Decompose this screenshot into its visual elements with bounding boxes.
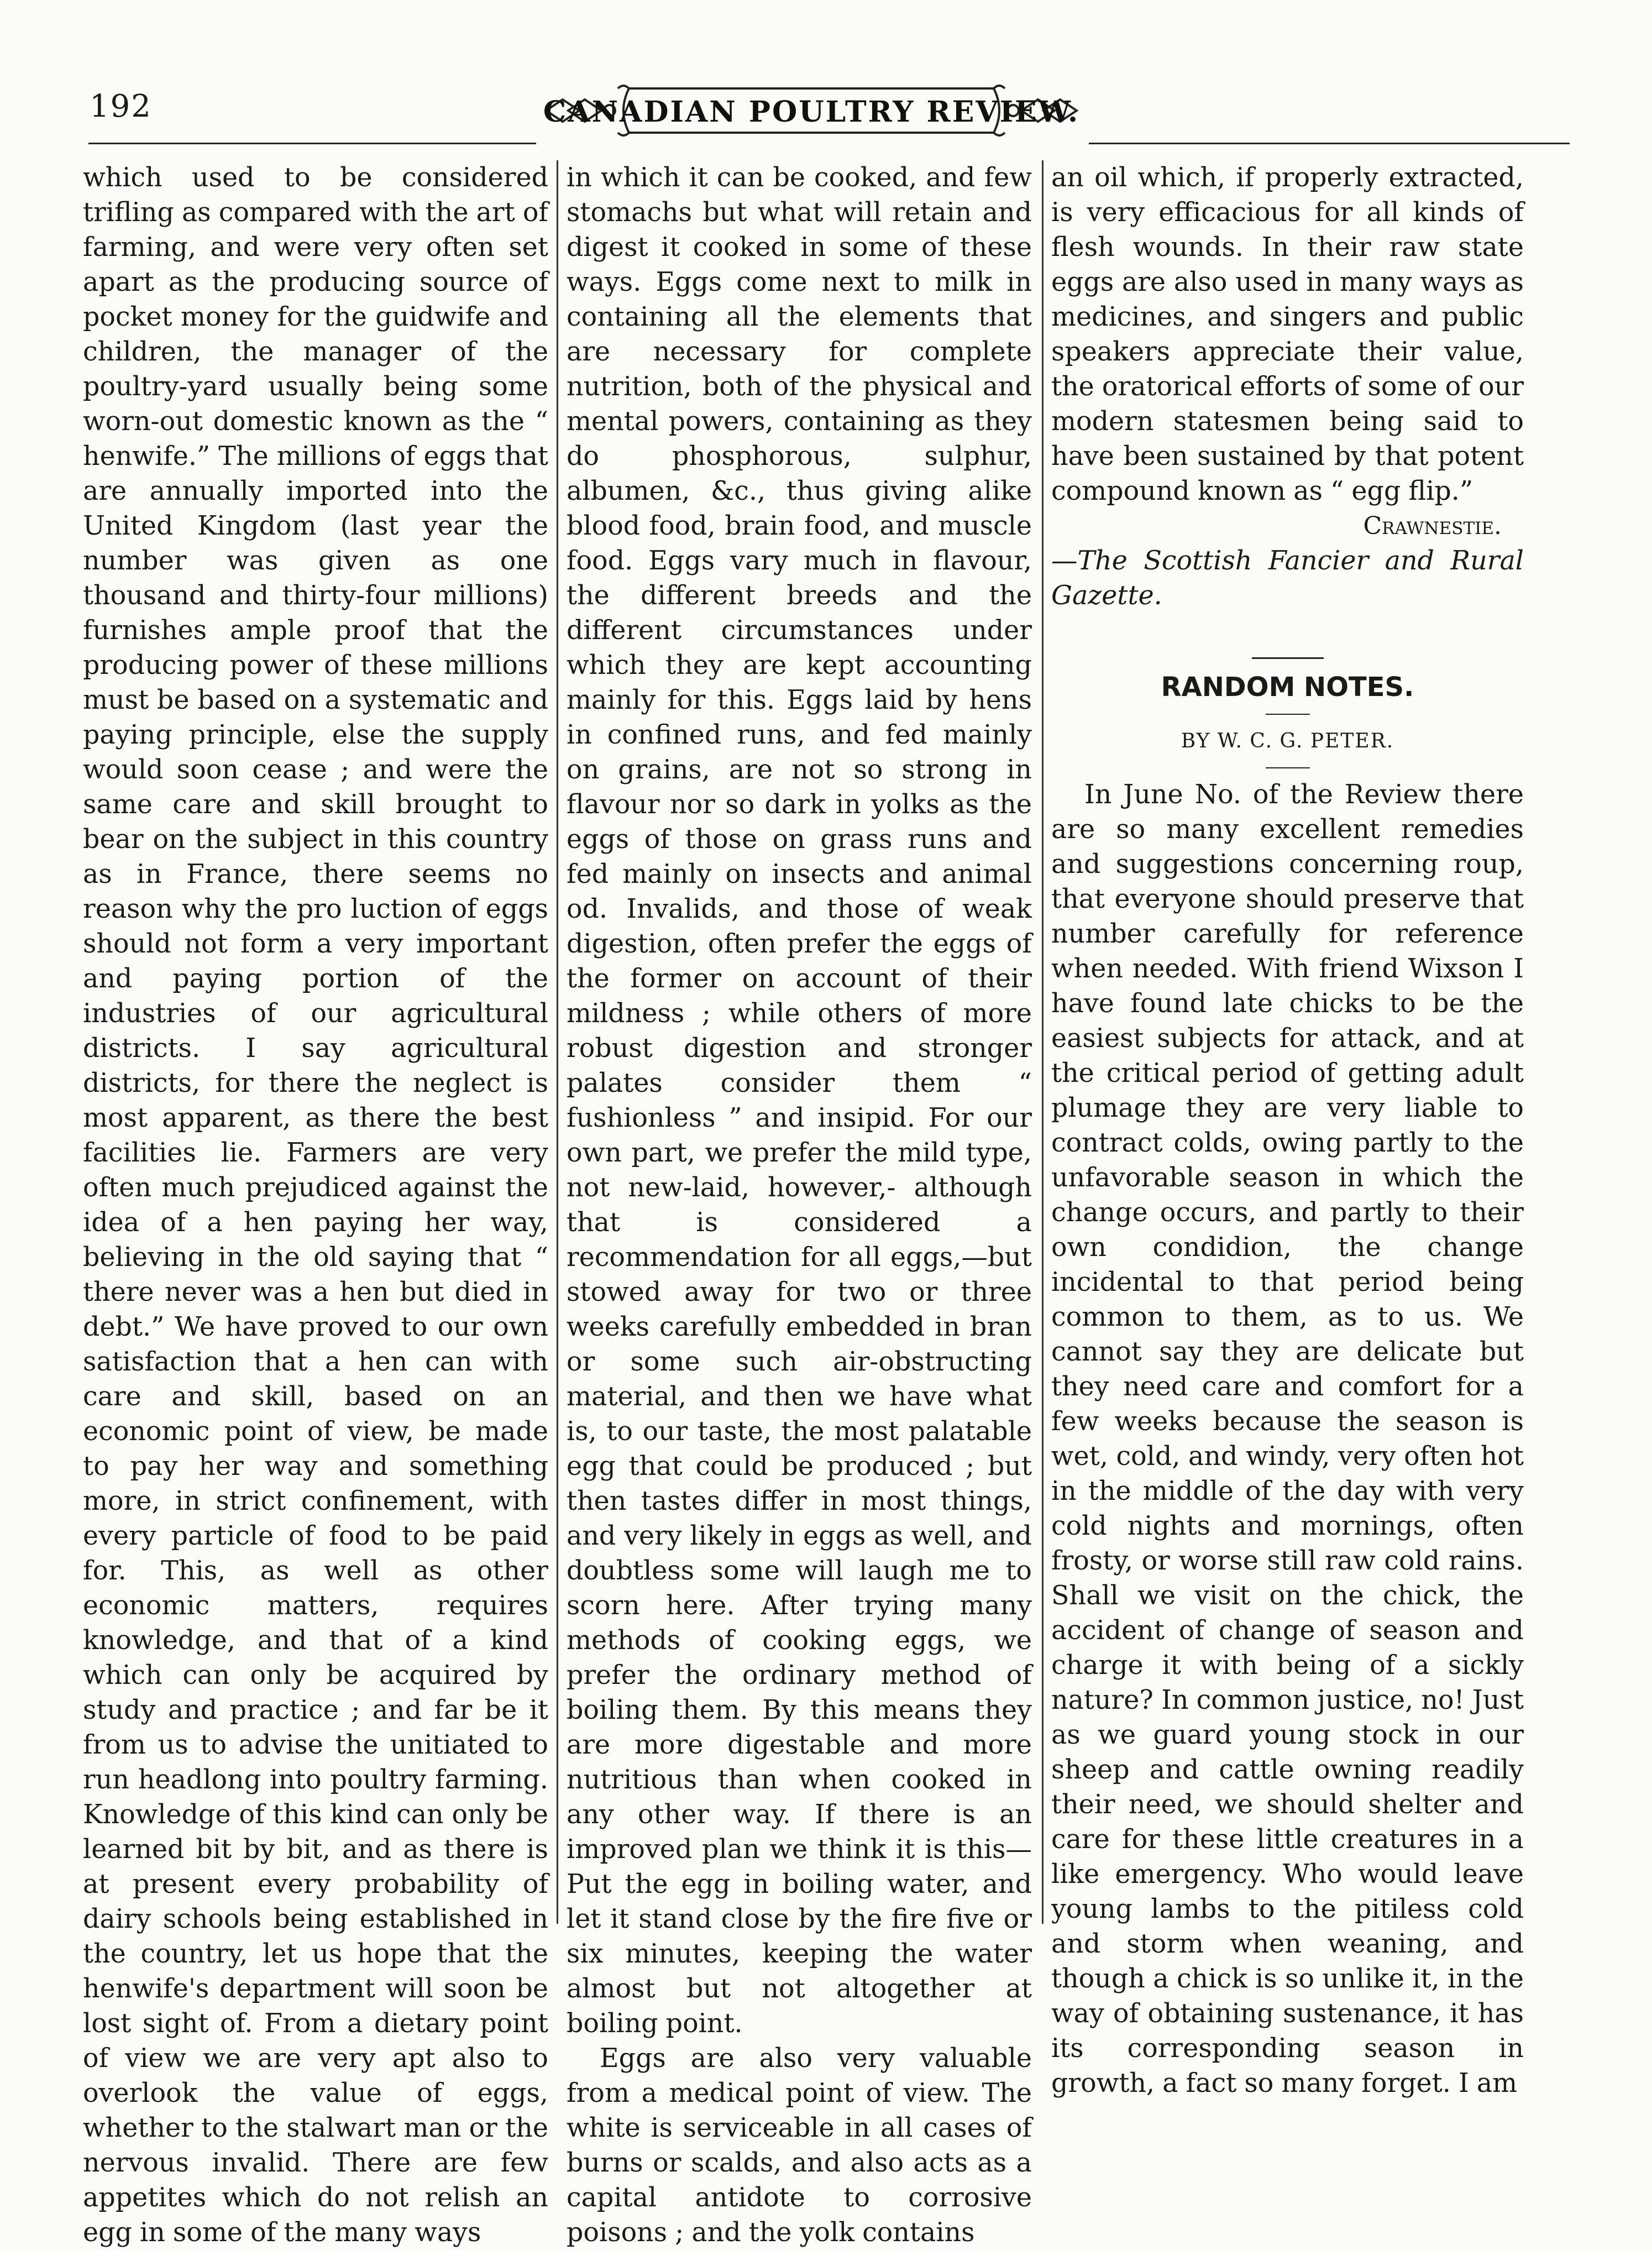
column-2-paragraph-2: Eggs are also very valuable from a medical point of view. The white is serviceable in all cases of burns or scalds, and also acts as a capital antidote to corrosive poisons ; and the yolk contains <box>567 2043 1032 2248</box>
header-rule-right <box>1089 143 1570 144</box>
section-rule-top <box>1252 657 1324 659</box>
column-3-paragraph-1: an oil which, if properly extracted, is very efficacious for all kinds of flesh wounds. In their raw state eggs are also used in many ways as medicines, and singers and public speakers appreciate their value, the oratorical efforts of some of our modern statesmen being said to have been sustained by that potent compound known as “ egg flip.” <box>1051 163 1524 506</box>
column-divider-1 <box>557 160 558 1924</box>
column-1-text: which used to be considered trifling as compared with the art of farming, and were very often set apart as the producing source of pocket money for the guidwife and children, the manager of the poultry-yard usually being some worn-out domestic known as the “ henwife.” The millions of eggs that are annually imported into the United Kingdom (last year the number was given as one thousand and thirty-four millions) furnishes ample proof that the producing power of these millions must be based on a systematic and paying principle, else the supply would soon cease ; and were the same care and skill brought to bear on the subject in this country as in France, there seems no reason why the pro luction of eggs should not form a very important and paying portion of the industries of our agricultural districts. I say agricultural districts, for there the neglect is most apparent, as there the best facilities lie. Farmers are very often much prejudiced against the idea of a hen paying her way, believing in the old saying that “ there never was a hen but died in debt.” We have proved to our own satisfaction that a hen can with care and skill, based on an economic point of view, be made to pay her way and something more, in strict confinement, with every particle of food to be paid for. This, as well as other economic matters, requires knowledge, and that of a kind which can only be acquired by study and practice ; and far be it from us to advise the unitiated to run headlong into poultry farming. Knowledge of this kind can only be learned bit by bit, and as there is at present every probability of dairy schools being established in the country, let us hope that the henwife's department will soon be lost sight of. From a dietary point of view we are very apt also to overlook the value of eggs, whether to the stalwart man or the nervous invalid. There are few appetites which do not relish an egg in some of the many ways <box>83 163 548 2248</box>
section-rule-middle <box>1266 714 1310 715</box>
header-rule-left <box>88 143 536 144</box>
masthead-title: CANADIAN POULTRY REVIEW. <box>543 95 1080 129</box>
column-divider-2 <box>1042 160 1043 1924</box>
page-number: 192 <box>90 88 152 124</box>
source-citation: —The Scottish Fancier and Rural Gazette. <box>1051 546 1524 611</box>
signature: Crawnestie. <box>1363 512 1502 540</box>
byline: BY W. C. G. PETER. <box>1181 730 1394 752</box>
column-3 <box>1051 160 1524 2099</box>
column-2-paragraph-1: in which it can be cooked, and few stomachs but what will retain and digest it cooked in some of these ways. Eggs come next to milk in containing all the elements that are necessary for complete nutrition, both of the physical and mental powers, containing as they do phosphorous, sulphur, albumen, &c., thus giving alike blood food, brain food, and muscle food. Eggs vary much in flavour, the different breeds and the different circumstances under which they are kept accounting mainly for this. Eggs laid by hens in confined runs, and fed mainly on grains, are not so strong in flavour nor so dark in yolks as the eggs of those on grass runs and fed mainly on insects and animal od. Invalids, and those of weak digestion, often prefer the eggs of the former on account of their mildness ; while others of more robust digestion and stronger palates consider them “ fushionless ” and insipid. For our own part, we prefer the mild type, not new-laid, however,- although that is considered a recommendation for all eggs,—but stowed away for two or three weeks carefully embedded in bran or some such air-obstructing material, and then we have what is, to our taste, the most palatable egg that could be produced ; but then tastes differ in most things, and very likely in eggs as well, and doubtless some will laugh me to scorn here. After trying many methods of cooking eggs, we prefer the ordinary method of boiling them. By this means they are more digestable and more nutritious than when cooked in any other way. If there is an improved plan we think it is this—Put the egg in boiling water, and let it stand close by the fire five or six minutes, keeping the water almost but not altogether at boiling point. <box>567 163 1032 2039</box>
column-1 <box>83 160 548 2248</box>
section-title: RANDOM NOTES. <box>1161 672 1414 703</box>
column-3-paragraph-2: In June No. of the Review there are so many excellent remedies and suggestions concerning roup, that everyone should preserve that number carefully for reference when needed. With friend Wixson I have found late chicks to be the easiest subjects for attack, and at the critical period of getting adult plumage they are very liable to contract colds, owing partly to the unfavorable season in which the change occurs, and partly to their own condidion, the change incidental to that period being common to them, as to us. We cannot say they are delicate but they need care and comfort for a few weeks because the season is wet, cold, and windy, very often hot in the middle of the day with very cold nights and mornings, often frosty, or worse still raw cold rains. Shall we visit on the chick, the accident of change of season and charge it with being of a sickly nature? In common justice, no! Just as we guard young stock in our sheep and cattle owning readily their need, we should shelter and care for these little creatures in a like emergency. Who would leave young lambs to the pitiless cold and storm when weaning, and though a chick is so unlike it, in the way of obtaining sustenance, it has its corresponding season in growth, a fact so many forget. I am <box>1051 779 1524 2099</box>
masthead <box>541 77 1082 144</box>
section-rule-bottom <box>1266 767 1310 768</box>
page-header <box>0 77 1652 149</box>
column-2 <box>567 160 1032 2248</box>
masthead-logo <box>541 77 1082 144</box>
